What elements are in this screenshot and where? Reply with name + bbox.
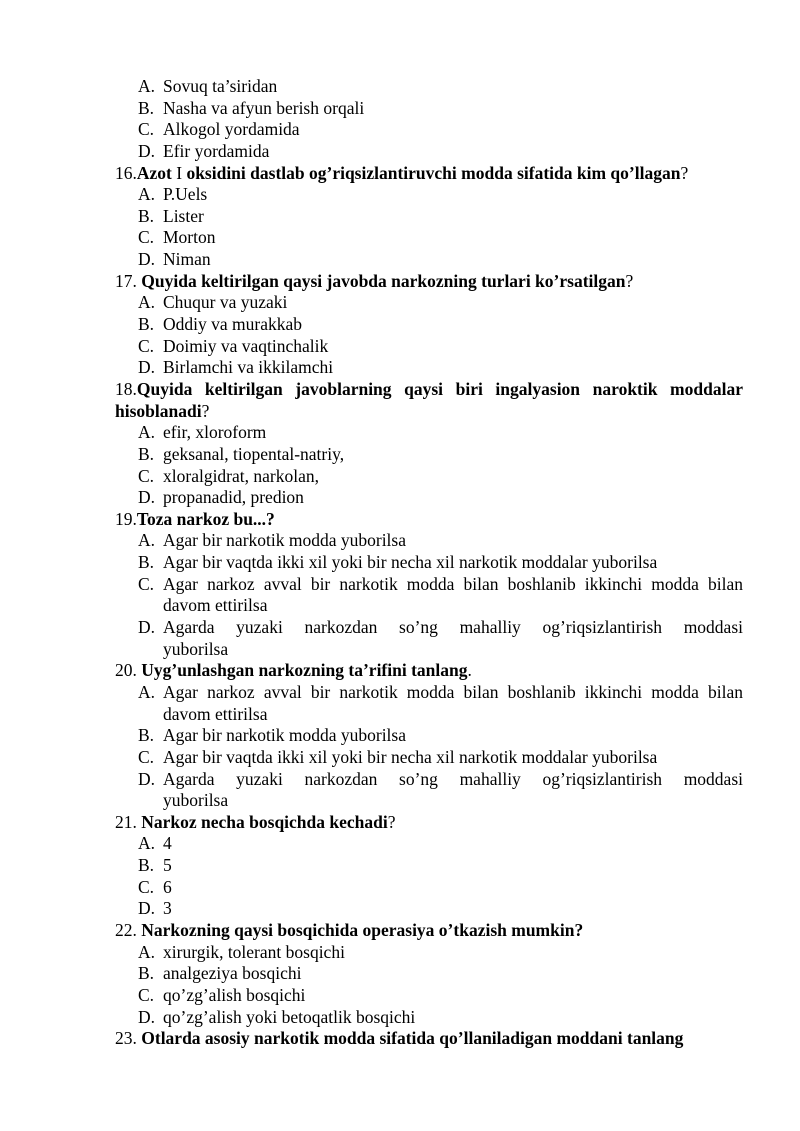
option-a: A. Agar bir narkotik modda yuborilsa <box>138 530 407 551</box>
option-d: D. Efir yordamida <box>138 140 270 161</box>
question-18-cont: hisoblanadi? <box>115 400 210 421</box>
option-a: A. Sovuq ta’siridan <box>138 76 278 96</box>
document-page <box>115 76 743 1050</box>
option-c: C. xloralgidrat, narkolan, <box>138 465 319 486</box>
option-b: B. Agar bir narkotik modda yuborilsa <box>138 725 407 746</box>
question-23: 23. Otlarda asosiy narkotik modda sifatida qo’llaniladigan moddani tanlang <box>115 1028 684 1049</box>
option-c: C. Doimiy va vaqtinchalik <box>138 335 329 356</box>
question-16: 16.Azot I oksidini dastlab og’riqsizlantiruvchi modda sifatida kim qo’llagan? <box>115 162 689 183</box>
option-a: A. 4 <box>138 833 172 854</box>
option-a: A. Chuqur va yuzaki <box>138 292 288 313</box>
option-c: C. qo’zg’alish bosqichi <box>138 984 306 1005</box>
option-c: C. Morton <box>138 227 216 248</box>
option-d-cont: yuborilsa <box>163 638 229 659</box>
option-b: B. analgeziya bosqichi <box>138 963 302 984</box>
question-19: 19.Toza narkoz bu...? <box>115 508 275 529</box>
option-b: B. Nasha va afyun berish orqali <box>138 97 365 118</box>
option-d: D. Agarda yuzaki narkozdan so’ng mahalliy og’riqsizlantirish moddasi <box>138 617 743 638</box>
option-d: D. Birlamchi va ikkilamchi <box>138 357 334 378</box>
option-d: D. propanadid, predion <box>138 487 304 508</box>
option-b: B. 5 <box>138 855 172 876</box>
option-d-cont: yuborilsa <box>163 790 229 811</box>
question-20: 20. Uyg’unlashgan narkozning ta’rifini tanlang. <box>115 660 472 681</box>
question-22: 22. Narkozning qaysi bosqichida operasiya o’tkazish mumkin? <box>115 919 584 940</box>
option-a-cont: davom ettirilsa <box>163 703 268 724</box>
question-21: 21. Narkoz necha bosqichda kechadi? <box>115 811 396 832</box>
option-c: C. Alkogol yordamida <box>138 119 300 140</box>
option-b: B. geksanal, tiopental-natriy, <box>138 443 345 464</box>
option-a: A. efir, xloroform <box>138 422 267 443</box>
option-d: D. Agarda yuzaki narkozdan so’ng mahalliy og’riqsizlantirish moddasi <box>138 768 743 789</box>
option-d: D. Niman <box>138 249 211 270</box>
option-c: C. Agar narkoz avval bir narkotik modda bilan boshlanib ikkinchi modda bilan <box>138 573 743 594</box>
question-18: 18.Quyida keltirilgan javoblarning qaysi biri ingalyasion naroktik moddalar <box>115 378 743 399</box>
option-a: A. Agar narkoz avval bir narkotik modda bilan boshlanib ikkinchi modda bilan <box>138 681 743 702</box>
option-d: D. 3 <box>138 898 172 919</box>
option-b: B. Oddiy va murakkab <box>138 314 302 335</box>
option-b: B. Agar bir vaqtda ikki xil yoki bir necha xil narkotik moddalar yuborilsa <box>138 552 658 573</box>
option-c-cont: davom ettirilsa <box>163 595 268 616</box>
option-a: A. xirurgik, tolerant bosqichi <box>138 941 345 962</box>
option-c: C. Agar bir vaqtda ikki xil yoki bir necha xil narkotik moddalar yuborilsa <box>138 746 658 767</box>
option-b: B. Lister <box>138 205 204 226</box>
option-a: A. P.Uels <box>138 184 208 205</box>
option-d: D. qo’zg’alish yoki betoqatlik bosqichi <box>138 1006 416 1027</box>
question-17: 17. Quyida keltirilgan qaysi javobda narkozning turlari ko’rsatilgan? <box>115 270 634 291</box>
option-c: C. 6 <box>138 876 172 897</box>
